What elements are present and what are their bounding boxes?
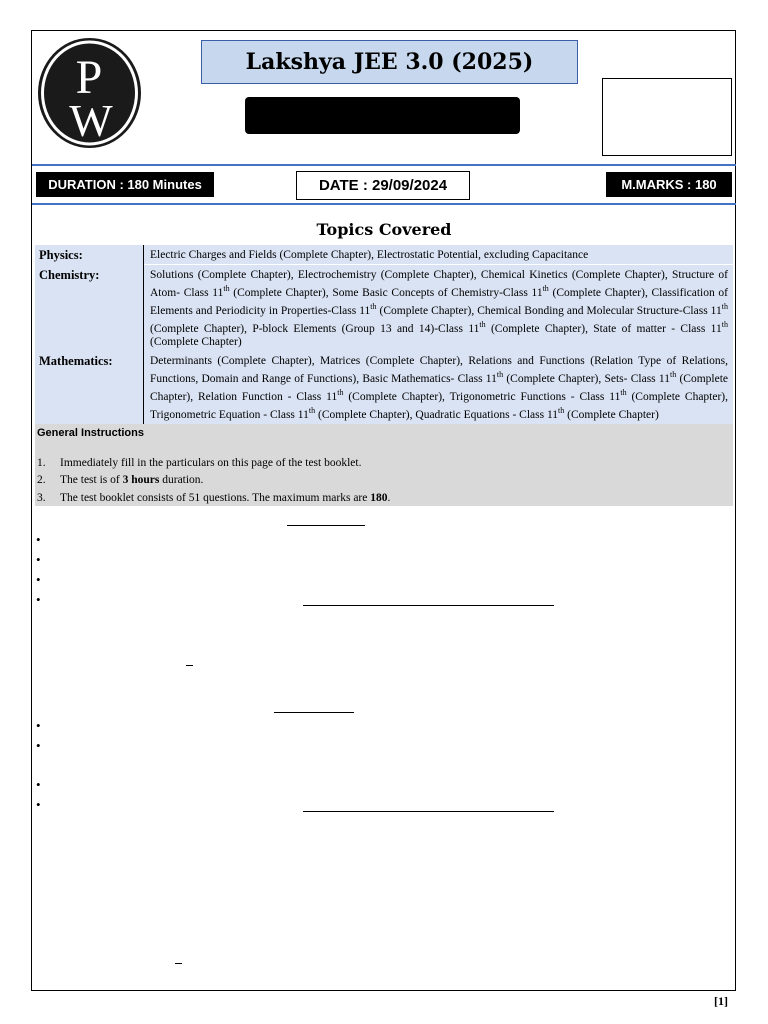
heading-underline (274, 712, 354, 713)
divider-bottom (32, 203, 736, 205)
instruction-number: 3. (37, 491, 46, 504)
topics-heading: Topics Covered (316, 220, 452, 239)
test-title: Lakshya JEE 3.0 (2025) (201, 40, 578, 84)
instruction-text: The test is of 3 hours duration. (60, 474, 204, 487)
instructions-heading: General Instructions (37, 427, 144, 439)
topic-label: Chemistry: (35, 265, 144, 351)
topic-row-mathematics (35, 351, 733, 423)
svg-text:P: P (75, 51, 103, 104)
bullet-icon: • (36, 777, 41, 792)
dash-mark (175, 963, 182, 964)
marks-badge: M.MARKS : 180 (606, 172, 732, 197)
bullet-icon: • (36, 532, 41, 547)
redacted-bar (245, 97, 520, 134)
pw-logo (38, 38, 141, 148)
dash-mark (186, 665, 193, 666)
topic-row-chemistry (35, 265, 733, 351)
instruction-item (37, 454, 390, 472)
topic-label: Physics: (35, 245, 144, 265)
instruction-text: The test booklet consists of 51 questions. The maximum marks are 180. (60, 491, 391, 504)
divider-top (32, 164, 736, 166)
bullet-icon: • (36, 718, 41, 733)
topics-table (35, 245, 733, 424)
page-number: [1] (714, 994, 728, 1008)
instruction-text: Immediately fill in the particulars on this page of the test booklet. (60, 456, 362, 469)
date-badge: DATE : 29/09/2024 (296, 171, 470, 200)
topic-label: Mathematics: (35, 351, 144, 423)
svg-text:W: W (69, 95, 113, 146)
duration-badge: DURATION : 180 Minutes (36, 172, 214, 197)
instruction-number: 1. (37, 456, 46, 469)
topic-content: Electric Charges and Fields (Complete Chapter), Electrostatic Potential, excluding Capacitance (144, 245, 733, 265)
bullet-icon: • (36, 738, 41, 753)
instruction-item (37, 489, 390, 507)
topic-row-physics (35, 245, 733, 265)
topic-content: Determinants (Complete Chapter), Matrices (Complete Chapter), Relations and Functions (Relation Type of Relations, Functions, Domain and Range of Functions), Basic Mathematics- Class 11th (Complete Chapter), Sets- Class 11th (Complete Chapter), Relation Function - Class 11th (Complete Chapter), Trigonometric Functions - Class 11th (Complete Chapter), Trigonometric Equation - Class 11th (Complete Chapter), Quadratic Equations - Class 11th (Complete Chapter) (150, 355, 729, 421)
topic-content: Solutions (Complete Chapter), Electrochemistry (Complete Chapter), Chemical Kinetics (Complete Chapter), Structure of Atom- Class 11th (Complete Chapter), Some Basic Concepts of Chemistry-Class 11th (Complete Chapter), Classification of Elements and Periodicity in Properties-Class 11th (Complete Chapter), Chemical Bonding and Molecular Structure-Class 11th (Complete Chapter), P-block Elements (Group 13 and 14)-Class 11th (Complete Chapter), State of matter - Class 11th (Complete Chapter) (150, 269, 728, 349)
instructions-list (37, 454, 390, 507)
blank-box (602, 78, 732, 156)
bullet-icon: • (36, 592, 41, 607)
pw-logo-icon (38, 38, 141, 148)
instruction-item (37, 472, 390, 490)
bullet-icon: • (36, 552, 41, 567)
bullet-icon: • (36, 797, 41, 812)
signature-line (303, 811, 554, 812)
signature-line (303, 605, 554, 606)
general-instructions (35, 424, 733, 506)
instruction-number: 2. (37, 474, 46, 487)
bullet-icon: • (36, 572, 41, 587)
heading-underline (287, 525, 365, 526)
